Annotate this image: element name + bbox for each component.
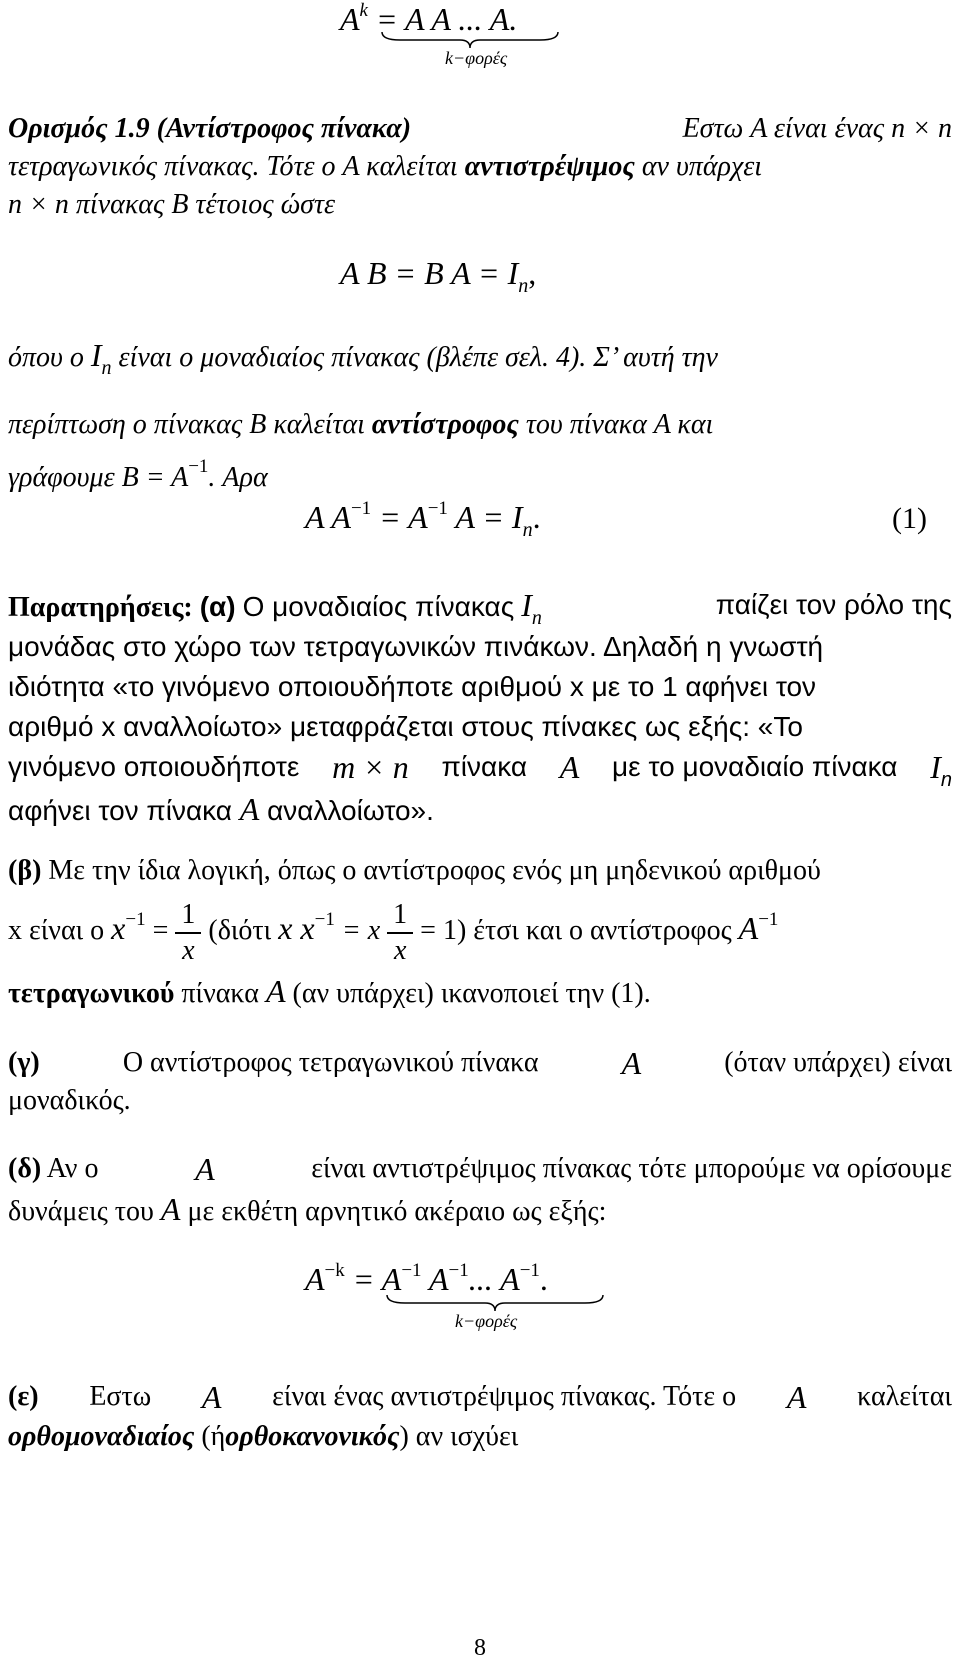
remark-alpha-I: I — [521, 587, 532, 623]
remarks-line-3: ιδιότητα «το γινόμενο οποιουδήποτε αριθμού x με το 1 αφήνει τον — [8, 671, 817, 702]
definition-line4-b: είναι ο μοναδιαίος πίνακας (βλέπε σελ. 4). Σ’ αυτή την — [118, 342, 718, 373]
remark-beta-line-3 — [8, 972, 952, 1013]
equation-1-label: (1) — [892, 502, 927, 535]
definition-line6-exp: −1 — [188, 456, 209, 477]
remark-beta-exp2: −1 — [314, 909, 335, 930]
remark-beta-2d: = x — [341, 915, 381, 946]
neg-formula-end: . — [539, 1261, 548, 1297]
remark-alpha-sub: n — [531, 607, 542, 629]
fraction-denominator-2: x — [393, 934, 407, 966]
eq1-exp1: −1 — [350, 498, 372, 519]
definition-formula-end: , — [528, 255, 537, 291]
eq1-exp2: −1 — [427, 498, 448, 519]
eq1-sub: n — [522, 519, 533, 541]
remark-epsilon-2b: ) αν ισχύει — [399, 1421, 519, 1452]
remark-alpha-A: A — [559, 749, 580, 785]
top-formula-lhs: A — [340, 1, 360, 37]
remark-delta-1b: είναι αντιστρέψιμος πίνακας τότε μπορούμε να ορίσουμε — [311, 1153, 952, 1184]
negative-power-brace — [385, 1293, 605, 1313]
remark-delta-1a: Αν ο — [46, 1153, 99, 1184]
remark-beta-3b: (αν υπάρχει) ικανοποιεί την (1). — [292, 978, 651, 1009]
remark-beta-A: A — [738, 910, 759, 946]
definition-line2-a: τετραγωνικός πίνακας. Τότε ο A καλείται — [8, 151, 458, 182]
remark-beta-line-2 — [8, 890, 952, 966]
neg-formula-b: A — [421, 1261, 449, 1297]
definition-line1-rest: Εστω A είναι ένας n × n — [682, 113, 952, 144]
top-formula-exp: k — [359, 0, 368, 21]
top-formula-brace — [380, 30, 560, 50]
term-inverse: αντίστροφος — [371, 409, 519, 440]
remark-epsilon-line-1 — [8, 1378, 952, 1416]
remark-alpha-5c: με το μοναδιαίο πίνακα — [612, 751, 898, 782]
remark-delta-2b: με εκθέτη αρνητικό ακέραιο ως εξής: — [187, 1196, 607, 1227]
definition-line-5 — [8, 406, 952, 444]
definition-line-6 — [8, 448, 952, 497]
eq1-c: A = I — [447, 499, 523, 535]
remark-beta-2c: x x — [278, 910, 315, 946]
definition-line3: n × n πίνακας B τέτοιος ώστε — [8, 189, 336, 220]
remark-epsilon-1b: είναι ένας αντιστρέψιμος πίνακας. Τότε ο — [272, 1381, 737, 1412]
remark-alpha-sub2: n — [940, 769, 952, 791]
remark-alpha-5b: πίνακα — [441, 751, 528, 782]
neg-formula-lhs-exp: −k — [324, 1260, 345, 1281]
neg-formula-lhs: A — [305, 1261, 325, 1297]
remark-alpha-5a: γινόμενο οποιουδήποτε — [8, 751, 300, 782]
fraction-denominator: x — [182, 934, 195, 966]
remark-alpha-A2: A — [239, 791, 260, 827]
definition-line6-a: γράφουμε B = A — [8, 462, 189, 493]
eq1-a: A A — [305, 499, 351, 535]
term-invertible: αντιστρέψιμος — [464, 151, 635, 182]
page-number: 8 — [474, 1635, 486, 1661]
remark-delta-line-2 — [8, 1190, 952, 1231]
remark-gamma-line-2: μοναδικός. — [8, 1085, 131, 1116]
remark-alpha-label: (α) — [199, 591, 236, 622]
definition-line-1 — [8, 110, 952, 148]
top-formula-brace-label: k−φορές — [445, 48, 508, 68]
remarks-line-4: αριθμό x αναλλοίωτο» μεταφράζεται στους πίνακες ως εξής: «Το — [8, 711, 803, 742]
definition-line5-a: περίπτωση ο πίνακας B καλείται — [8, 409, 365, 440]
definition-line2-b: αν υπάρχει — [641, 151, 763, 182]
neg-formula-e1: −1 — [401, 1260, 422, 1281]
remark-alpha-I2: I — [930, 749, 941, 785]
identity-sub: n — [101, 357, 112, 379]
definition-formula-main: A B = B A = I — [340, 255, 519, 291]
definition-line-2 — [8, 148, 952, 186]
remark-epsilon-line-2 — [8, 1418, 952, 1456]
definition-heading: Ορισμός 1.9 (Αντίστροφος πίνακα) — [8, 113, 412, 144]
term-orthogonal: ορθοκανονικός — [225, 1421, 400, 1452]
definition-line6-b: . Αρα — [208, 462, 268, 493]
neg-formula-e2: −1 — [448, 1260, 469, 1281]
fraction-numerator-2: 1 — [387, 898, 413, 934]
remark-epsilon-label: (ε) — [8, 1381, 39, 1412]
definition-formula — [340, 255, 536, 298]
identity-symbol: I — [90, 337, 102, 373]
remark-gamma-1a: Ο αντίστροφος τετραγωνικού πίνακα — [122, 1047, 539, 1078]
definition-line-4 — [8, 336, 952, 387]
remark-beta-2b: (διότι — [208, 915, 272, 946]
remark-delta-line-1 — [8, 1150, 952, 1188]
remark-gamma-1b: (όταν υπάρχει) είναι — [724, 1047, 952, 1078]
remark-beta-exp3: −1 — [758, 909, 779, 930]
remark-beta-fraction — [175, 898, 201, 968]
equation-1 — [305, 498, 541, 542]
remarks-line-2: μονάδας στο χώρο των τετραγωνικών πινάκων. Δηλαδή η γνωστή — [8, 631, 824, 662]
remarks-heading: Παρατηρήσεις: — [8, 592, 193, 623]
remark-beta-A2: A — [265, 973, 286, 1009]
definition-formula-sub: n — [518, 275, 529, 297]
negative-power-brace-label: k−φορές — [455, 1311, 518, 1331]
definition-line4-a: όπου ο — [8, 342, 84, 373]
remark-beta-1: Με την ίδια λογική, όπως ο αντίστροφος ενός μη μηδενικού αριθμού — [48, 855, 821, 886]
remark-gamma-A: A — [621, 1045, 642, 1081]
remark-epsilon-2a: (ή — [201, 1421, 226, 1452]
remark-beta-2a: x είναι ο — [8, 915, 105, 946]
neg-formula-e3: −1 — [519, 1260, 540, 1281]
remark-alpha-1b: παίζει τον ρόλο της — [715, 589, 952, 620]
eq1-b: = A — [371, 499, 428, 535]
remark-beta-x: x — [111, 910, 126, 946]
remark-delta-A2: A — [160, 1191, 181, 1227]
remark-epsilon-1c: καλείται — [857, 1381, 952, 1412]
remark-delta-label: (δ) — [8, 1153, 42, 1184]
definition-line5-b: του πίνακα A και — [525, 409, 714, 440]
neg-formula-c: ... A — [468, 1261, 520, 1297]
remark-epsilon-A: A — [201, 1379, 222, 1415]
definition-line-3 — [8, 186, 952, 224]
remark-epsilon-1a: Εστω — [89, 1381, 152, 1412]
remark-delta-A: A — [195, 1151, 215, 1187]
remark-gamma-line-1 — [8, 1044, 952, 1082]
term-orthonormal: ορθομοναδιαίος — [8, 1421, 195, 1452]
remark-alpha-6a: αφήνει τον πίνακα — [8, 795, 232, 826]
remark-gamma-label: (γ) — [8, 1047, 40, 1078]
remark-beta-bold: τετραγωνικού — [8, 978, 175, 1009]
top-formula-rhs: = A A ... A. — [375, 1, 518, 37]
remark-alpha-1a: Ο μοναδιαίος πίνακας — [242, 591, 515, 622]
remark-beta-3a: πίνακα — [181, 978, 259, 1009]
eq1-end: . — [532, 499, 541, 535]
remark-delta-2a: δυνάμεις του — [8, 1196, 154, 1227]
remark-beta-line-1 — [8, 852, 952, 890]
remark-beta-exp: −1 — [125, 909, 146, 930]
remark-beta-label: (β) — [8, 855, 42, 886]
neg-formula-a: = A — [352, 1261, 402, 1297]
remark-epsilon-A2: A — [786, 1379, 807, 1415]
remark-beta-eq: = — [152, 915, 169, 946]
remark-alpha-mxn: m × n — [332, 749, 409, 785]
remark-beta-2e: = 1) έτσι και ο αντίστροφος — [420, 915, 732, 946]
remark-beta-fraction-2 — [387, 898, 413, 968]
remark-alpha-6b: αναλλοίωτο». — [267, 795, 434, 826]
fraction-numerator: 1 — [175, 898, 201, 934]
remarks-line-6 — [8, 790, 952, 830]
